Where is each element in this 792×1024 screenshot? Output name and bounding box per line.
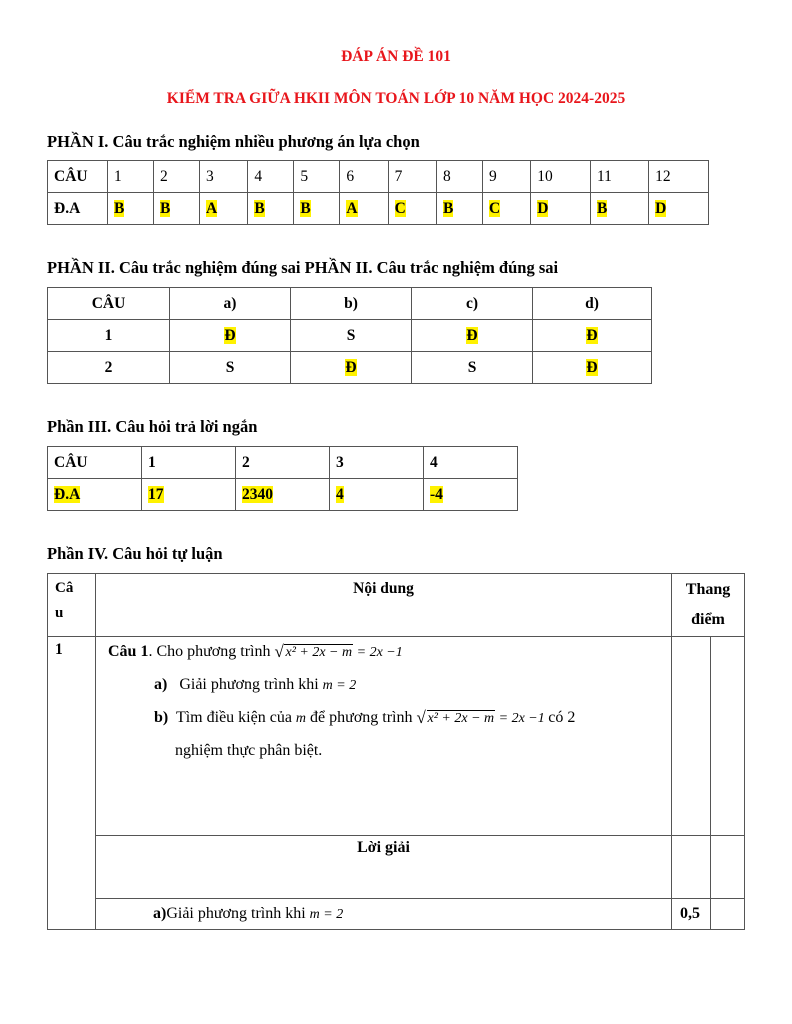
part2-answer: S xyxy=(170,352,291,384)
answer-key-title: ĐÁP ÁN ĐỀ 101 xyxy=(341,48,451,65)
question-intro: . Cho phương trình xyxy=(148,643,271,660)
part4-header-row xyxy=(48,574,745,637)
solution-a-score: 0,5 xyxy=(672,899,711,930)
part1-question-cell: 9 xyxy=(482,161,530,193)
part2-header-cell: CÂU xyxy=(48,288,170,320)
part1-answer-label: Đ.A xyxy=(48,193,108,225)
part4-heading: Phần IV. Câu hỏi tự luận xyxy=(47,544,223,563)
question-label: Câu 1 xyxy=(108,643,149,660)
part1-question-cell: 10 xyxy=(531,161,591,193)
part3-answer: 4 xyxy=(336,485,344,503)
part2-header-cell: c) xyxy=(412,288,533,320)
part1-answer: B xyxy=(596,199,608,217)
solution-header-row xyxy=(48,836,745,899)
part1-answer: C xyxy=(488,199,501,217)
part2-row xyxy=(48,352,652,384)
part2-row xyxy=(48,320,652,352)
part4-question-row xyxy=(48,637,745,836)
part4-table xyxy=(47,573,745,930)
part1-question-cell: 7 xyxy=(388,161,436,193)
part2-header-cell: b) xyxy=(291,288,412,320)
part1-answer: B xyxy=(160,199,171,217)
part1-question-cell: 8 xyxy=(436,161,482,193)
part3-answer: 17 xyxy=(148,485,164,503)
solution-a: a)Giải phương trình khi m = 2 xyxy=(96,899,672,930)
part1-answer: D xyxy=(655,199,667,217)
part-a: a) Giải phương trình khi m = 2 xyxy=(154,676,357,693)
part4-col-content: Nội dung xyxy=(96,574,672,637)
part1-answer: A xyxy=(346,199,358,217)
part3-header-cell: 4 xyxy=(424,447,518,479)
score-cell xyxy=(711,836,745,899)
part3-answer-label: Đ.A xyxy=(54,485,81,503)
part1-question-cell: 11 xyxy=(590,161,648,193)
part1-answer: C xyxy=(394,199,406,217)
part3-table xyxy=(47,446,518,511)
part1-heading: PHẦN I. Câu trắc nghiệm nhiều phương án lựa chọn xyxy=(47,132,420,151)
part3-header-cell: 1 xyxy=(142,447,236,479)
part2-header-row xyxy=(48,288,652,320)
part1-question-cell: 5 xyxy=(294,161,340,193)
part1-question-cell: 6 xyxy=(340,161,388,193)
question-stem xyxy=(108,643,671,676)
part3-header-cell: 2 xyxy=(236,447,330,479)
part1-answer: A xyxy=(206,199,218,217)
part1-question-cell: 4 xyxy=(248,161,294,193)
part2-answer: Đ xyxy=(586,358,598,376)
part1-question-cell: 2 xyxy=(154,161,200,193)
solution-row xyxy=(48,899,745,930)
part-b-line2: nghiệm thực phân biệt. xyxy=(175,742,323,759)
part1-question-label: CÂU xyxy=(48,161,108,193)
part4-question-number: 1 xyxy=(48,637,96,930)
part2-answer: S xyxy=(291,320,412,352)
score-cell xyxy=(711,637,745,836)
part2-question-number: 2 xyxy=(48,352,170,384)
part1-question-cell: 1 xyxy=(108,161,154,193)
question-content xyxy=(96,637,672,836)
part1-question-cell: 12 xyxy=(649,161,709,193)
part1-question-cell: 3 xyxy=(200,161,248,193)
part3-header-cell: CÂU xyxy=(48,447,142,479)
part2-heading: PHẦN II. Câu trắc nghiệm đúng sai PHẦN II. Câu trắc nghiệm đúng sai xyxy=(47,258,559,277)
solution-title: Lời giải xyxy=(96,836,672,899)
part1-answer: B xyxy=(442,199,454,217)
part2-header-cell: d) xyxy=(533,288,652,320)
part2-header-cell: a) xyxy=(170,288,291,320)
sqrt-icon: √ x² + 2x − m xyxy=(417,711,496,727)
part1-table xyxy=(47,160,709,225)
equation: √ x² + 2x − m = 2x −1 xyxy=(274,645,402,660)
part2-answer: Đ xyxy=(345,358,357,376)
part2-table xyxy=(47,287,652,384)
score-cell xyxy=(672,637,711,836)
score-cell xyxy=(711,899,745,930)
part1-answer-row xyxy=(48,193,709,225)
part3-answer-row xyxy=(48,479,518,511)
score-cell xyxy=(672,836,711,899)
part4-col-question: Câ u xyxy=(48,574,96,637)
exam-title: KIỂM TRA GIỮA HKII MÔN TOÁN LỚP 10 NĂM HỌC 2024-2025 xyxy=(166,90,626,107)
part2-answer: Đ xyxy=(466,326,478,344)
part2-answer: Đ xyxy=(224,326,236,344)
part3-answer: 2340 xyxy=(242,485,273,503)
part4-col-score: Thang điểm xyxy=(672,574,745,637)
part1-answer: D xyxy=(537,199,549,217)
part3-header-cell: 3 xyxy=(330,447,424,479)
sqrt-icon: √ x² + 2x − m xyxy=(274,645,353,661)
part1-answer: B xyxy=(300,199,311,217)
part2-question-number: 1 xyxy=(48,320,170,352)
part2-answer: S xyxy=(412,352,533,384)
part3-header-row xyxy=(48,447,518,479)
part2-answer: Đ xyxy=(586,326,598,344)
part3-heading: Phần III. Câu hỏi trả lời ngắn xyxy=(47,417,258,436)
part3-answer: -4 xyxy=(430,485,443,503)
part1-question-row xyxy=(48,161,709,193)
part1-answer: B xyxy=(254,199,265,217)
part1-answer: B xyxy=(114,199,125,217)
equation: √ x² + 2x − m = 2x −1 xyxy=(417,711,549,726)
part-b: b) Tìm điều kiện của m để phương trình √ x² + 2x − m = 2x −1 có 2 xyxy=(108,709,671,742)
